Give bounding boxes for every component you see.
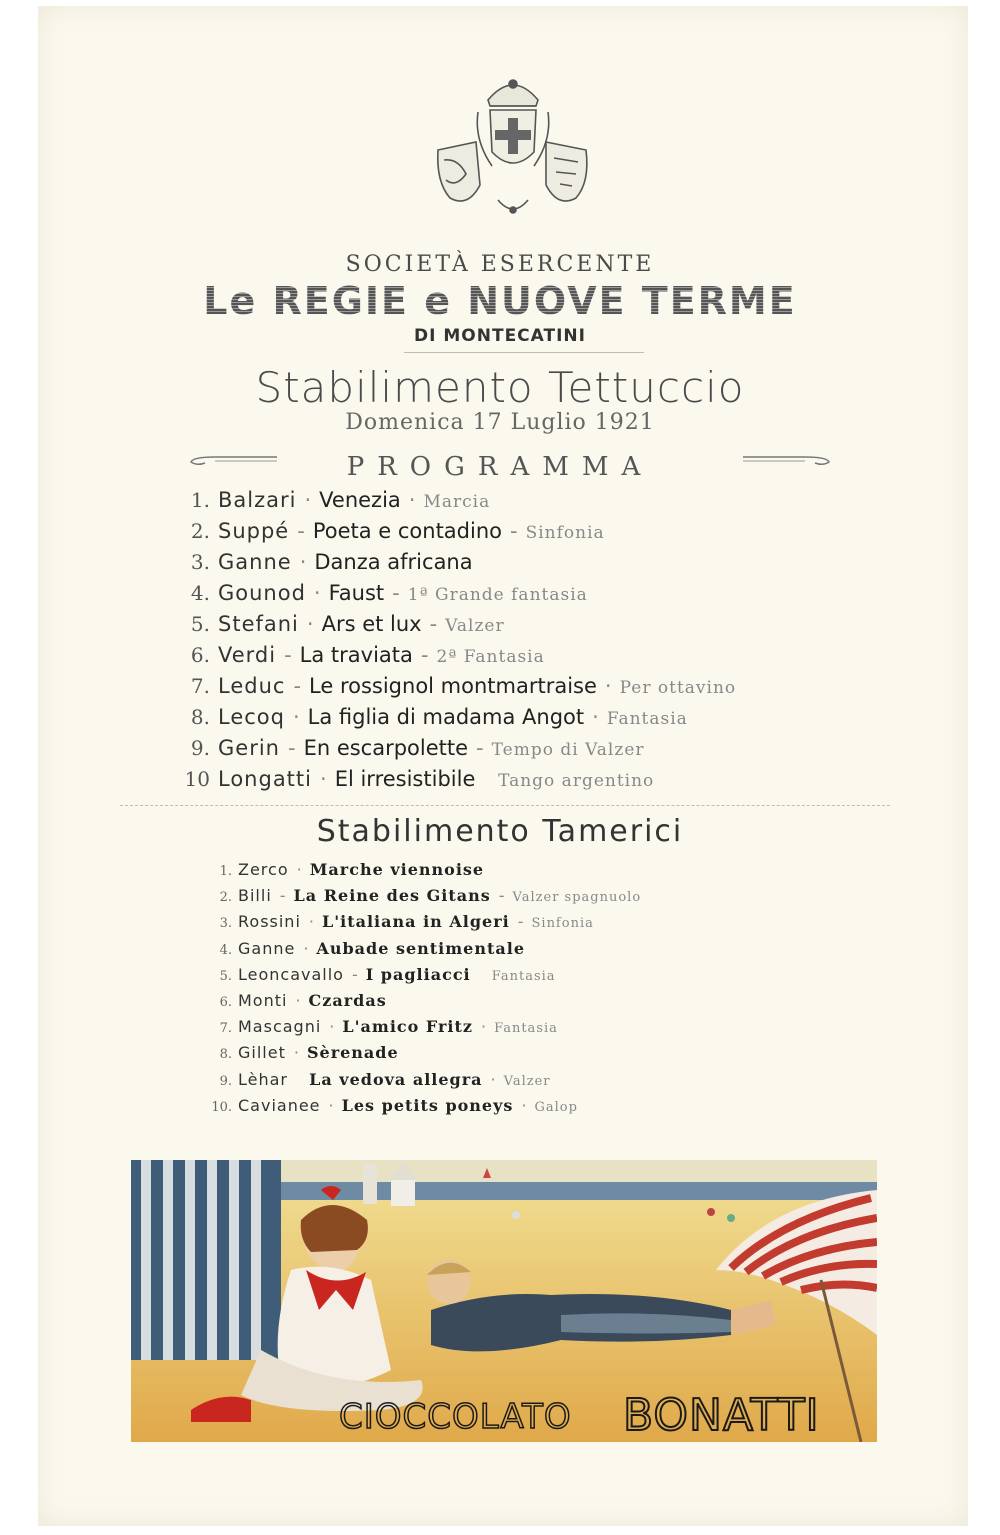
composer: Stefani bbox=[218, 612, 299, 636]
item-number: 6. bbox=[190, 643, 210, 667]
item-number: 2. bbox=[219, 890, 232, 906]
composer: Gounod bbox=[218, 581, 306, 605]
company-label: SOCIETÀ ESERCENTE bbox=[345, 252, 655, 277]
piece-title: I pagliacci bbox=[365, 964, 471, 984]
composer: Balzari bbox=[218, 488, 297, 512]
piece-kind: 1ª Grande fantasia bbox=[407, 585, 588, 605]
piece-kind: Tango argentino bbox=[498, 771, 655, 791]
composer: Ganne bbox=[218, 550, 292, 574]
piece-kind: Fantasia bbox=[491, 968, 556, 984]
composer: Monti bbox=[238, 990, 288, 1010]
composer: Leoncavallo bbox=[238, 964, 344, 984]
piece-title: Aubade sentimentale bbox=[316, 938, 526, 958]
item-number: 3. bbox=[219, 916, 232, 932]
royal-crest-icon bbox=[428, 70, 598, 230]
list-item: 6. Monti · Czardas bbox=[200, 991, 840, 1017]
composer: Rossini bbox=[238, 912, 301, 932]
piece-title: Danza africana bbox=[314, 550, 473, 574]
item-number: 7. bbox=[219, 1021, 232, 1037]
company-name: Le REGIE e NUOVE TERME bbox=[0, 279, 1000, 323]
composer: Longatti bbox=[218, 767, 312, 791]
item-number: 9. bbox=[190, 736, 210, 760]
item-number: 9. bbox=[219, 1073, 232, 1089]
section-title-tamerici: Stabilimento Tamerici bbox=[316, 814, 684, 849]
list-item: 1. Zerco · Marche viennoise bbox=[200, 860, 840, 886]
composer: Leduc bbox=[218, 674, 286, 698]
list-item: 10. Cavianee · Les petits poneys · Galop bbox=[200, 1096, 840, 1122]
item-number: 3. bbox=[190, 550, 210, 574]
piece-title: Czardas bbox=[308, 990, 387, 1010]
item-number: 5. bbox=[219, 968, 232, 984]
list-item: 4. Ganne · Aubade sentimentale bbox=[200, 939, 840, 965]
piece-kind: Marcia bbox=[423, 492, 491, 512]
list-item: 10 Longatti · El irresistibile Tango argentino bbox=[160, 767, 880, 798]
composer: Zerco bbox=[238, 860, 289, 879]
program-list-tettuccio bbox=[160, 488, 880, 798]
item-number: 4. bbox=[219, 942, 232, 958]
location-label: DI MONTECATINI bbox=[414, 326, 586, 346]
piece-kind: Fantasia bbox=[494, 1021, 558, 1037]
divider bbox=[404, 352, 644, 353]
piece-title: Faust bbox=[328, 581, 385, 605]
item-number: 2. bbox=[190, 519, 210, 543]
list-item: 6. Verdi - La traviata - 2ª Fantasia bbox=[160, 643, 880, 674]
piece-title: El irresistibile bbox=[334, 767, 476, 791]
list-item: 2. Suppé - Poeta e contadino - Sinfonia bbox=[160, 519, 880, 550]
piece-title: Poeta e contadino bbox=[312, 519, 502, 543]
piece-title: En escarpolette bbox=[303, 736, 469, 760]
section-divider bbox=[120, 805, 890, 806]
list-item: 3. Ganne · Danza africana bbox=[160, 550, 880, 581]
item-number: 7. bbox=[190, 674, 210, 698]
composer: Cavianee bbox=[238, 1095, 321, 1115]
composer: Gerin bbox=[218, 736, 280, 760]
item-number: 1. bbox=[190, 488, 210, 512]
composer: Mascagni bbox=[238, 1017, 322, 1037]
piece-kind: Galop bbox=[534, 1099, 578, 1115]
piece-title: Les petits poneys bbox=[341, 1095, 514, 1115]
piece-kind: 2ª Fantasia bbox=[436, 647, 545, 667]
piece-kind: Valzer bbox=[445, 616, 505, 636]
composer: Ganne bbox=[238, 938, 296, 958]
chocolate-advert-illustration bbox=[131, 1160, 877, 1442]
piece-kind: Valzer bbox=[503, 1073, 551, 1089]
flourish-right-icon bbox=[740, 452, 835, 472]
piece-kind: Sinfonia bbox=[531, 916, 594, 932]
piece-title: L'amico Fritz bbox=[342, 1017, 473, 1037]
list-item: 4. Gounod · Faust - 1ª Grande fantasia bbox=[160, 581, 880, 612]
piece-title: Marche viennoise bbox=[309, 860, 485, 879]
piece-title: La Reine des Gitans bbox=[293, 886, 491, 906]
list-item: 8. Lecoq · La figlia di madama Angot · Fantasia bbox=[160, 705, 880, 736]
list-item: 7. Leduc - Le rossignol montmartraise · Per ottavino bbox=[160, 674, 880, 705]
item-number: 8. bbox=[219, 1047, 232, 1063]
item-number: 6. bbox=[219, 994, 232, 1010]
piece-kind: Fantasia bbox=[606, 709, 688, 729]
piece-kind: Valzer spagnuolo bbox=[512, 890, 642, 906]
advert-word-bonatti: BONATTI bbox=[623, 1390, 820, 1441]
item-number: 10 bbox=[184, 767, 210, 791]
list-item: 8. Gillet · Sèrenade bbox=[200, 1043, 840, 1069]
section-title-tettuccio: Stabilimento Tettuccio bbox=[255, 363, 745, 412]
advert-word-cioccolato: CIOCCOLATO bbox=[339, 1397, 572, 1437]
list-item: 9. Lèhar La vedova allegra · Valzer bbox=[200, 1070, 840, 1096]
composer: Lecoq bbox=[218, 705, 285, 729]
piece-title: La vedova allegra bbox=[309, 1069, 483, 1089]
piece-title: L'italiana in Algeri bbox=[321, 912, 510, 932]
piece-title: La figlia di madama Angot bbox=[307, 705, 585, 729]
list-item: 3. Rossini · L'italiana in Algeri - Sinfonia bbox=[200, 912, 840, 938]
item-number: 5. bbox=[190, 612, 210, 636]
program-list-tamerici bbox=[200, 860, 840, 1122]
item-number: 4. bbox=[190, 581, 210, 605]
programma-heading: PROGRAMMA bbox=[346, 452, 654, 482]
piece-title: Sèrenade bbox=[306, 1043, 399, 1063]
composer: Verdi bbox=[218, 643, 277, 667]
piece-title: Venezia bbox=[319, 488, 401, 512]
list-item: 7. Mascagni · L'amico Fritz · Fantasia bbox=[200, 1017, 840, 1043]
composer: Lèhar bbox=[238, 1069, 288, 1089]
composer: Billi bbox=[238, 886, 272, 906]
list-item: 5. Stefani · Ars et lux - Valzer bbox=[160, 612, 880, 643]
list-item: 5. Leoncavallo - I pagliacci Fantasia bbox=[200, 965, 840, 991]
piece-kind: Sinfonia bbox=[525, 523, 605, 543]
composer: Suppé bbox=[218, 519, 290, 543]
list-item: 2. Billi - La Reine des Gitans - Valzer spagnuolo bbox=[200, 886, 840, 912]
piece-title: Ars et lux bbox=[321, 612, 422, 636]
event-date: Domenica 17 Luglio 1921 bbox=[345, 410, 655, 435]
piece-title: Le rossignol montmartraise bbox=[309, 674, 597, 698]
piece-kind: Per ottavino bbox=[619, 678, 737, 698]
piece-title: La traviata bbox=[299, 643, 413, 667]
list-item: 9. Gerin - En escarpolette - Tempo di Valzer bbox=[160, 736, 880, 767]
item-number: 10. bbox=[211, 1099, 232, 1115]
item-number: 8. bbox=[190, 705, 210, 729]
list-item: 1. Balzari · Venezia · Marcia bbox=[160, 488, 880, 519]
piece-kind: Tempo di Valzer bbox=[491, 740, 645, 760]
composer: Gillet bbox=[238, 1043, 286, 1063]
item-number: 1. bbox=[219, 864, 232, 879]
